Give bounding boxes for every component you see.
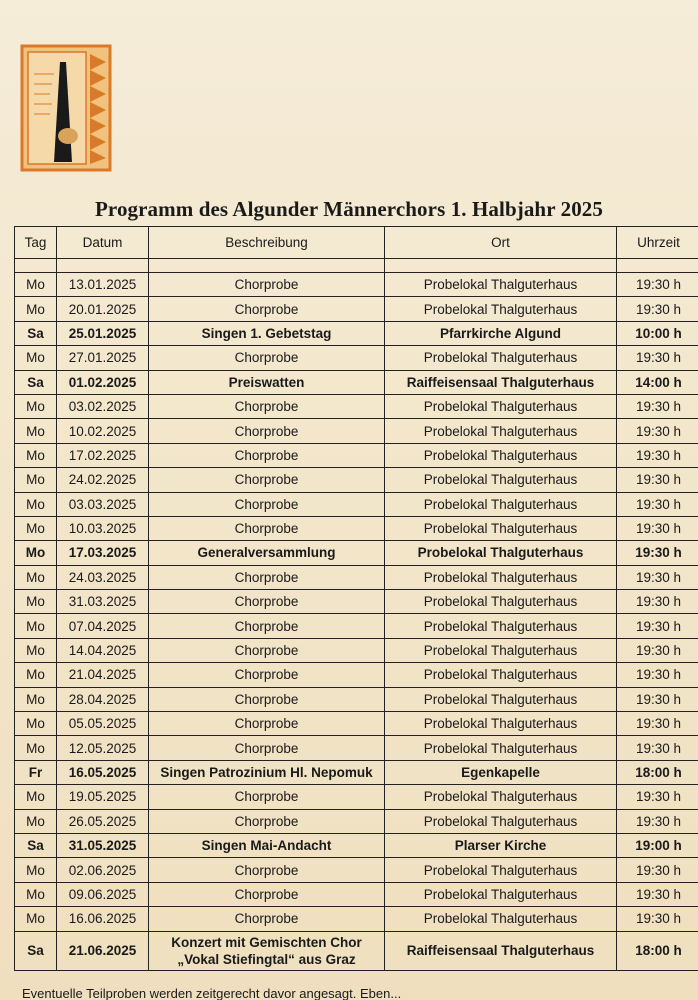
cell-tag: Sa [15, 321, 57, 345]
cell-datum: 10.03.2025 [57, 516, 149, 540]
footer-note: Eventuelle Teilproben werden zeitgerecht davor angesagt. Eben... [22, 986, 402, 1000]
cell-ort: Probelokal Thalguterhaus [385, 541, 617, 565]
cell-uhrzeit: 19:30 h [617, 858, 698, 882]
cell-uhrzeit: 19:30 h [617, 394, 698, 418]
cell-tag: Mo [15, 419, 57, 443]
cell-datum: 26.05.2025 [57, 809, 149, 833]
cell-beschreibung: Chorprobe [149, 297, 385, 321]
cell-uhrzeit: 18:00 h [617, 760, 698, 784]
cell-tag: Mo [15, 492, 57, 516]
cell-beschreibung: Chorprobe [149, 687, 385, 711]
cell-tag: Mo [15, 541, 57, 565]
cell-uhrzeit: 19:30 h [617, 614, 698, 638]
cell-uhrzeit: 19:30 h [617, 736, 698, 760]
table-row [15, 833, 698, 857]
cell-datum: 28.04.2025 [57, 687, 149, 711]
cell-beschreibung: Preiswatten [149, 370, 385, 394]
cell-tag: Mo [15, 882, 57, 906]
table-row [15, 638, 698, 662]
table-row [15, 809, 698, 833]
table-row [15, 273, 698, 297]
cell-datum: 16.05.2025 [57, 760, 149, 784]
table-row [15, 468, 698, 492]
cell-tag: Mo [15, 443, 57, 467]
table-row [15, 419, 698, 443]
cell-beschreibung [149, 931, 385, 970]
cell-datum: 12.05.2025 [57, 736, 149, 760]
cell-beschreibung: Chorprobe [149, 882, 385, 906]
cell-uhrzeit: 19:30 h [617, 541, 698, 565]
cell-beschreibung: Chorprobe [149, 346, 385, 370]
cell-ort: Probelokal Thalguterhaus [385, 785, 617, 809]
cell-ort: Probelokal Thalguterhaus [385, 614, 617, 638]
cell-beschreibung-line1: Konzert mit Gemischten Chor [171, 934, 362, 950]
cell-datum: 10.02.2025 [57, 419, 149, 443]
cell-beschreibung: Chorprobe [149, 614, 385, 638]
cell-datum: 07.04.2025 [57, 614, 149, 638]
table-row [15, 370, 698, 394]
cell-ort: Pfarrkirche Algund [385, 321, 617, 345]
cell-beschreibung: Singen Patrozinium Hl. Nepomuk [149, 760, 385, 784]
table-row [15, 565, 698, 589]
table-header-row [15, 227, 698, 259]
cell-ort: Probelokal Thalguterhaus [385, 712, 617, 736]
cell-uhrzeit: 19:30 h [617, 297, 698, 321]
cell-tag: Sa [15, 931, 57, 970]
cell-tag: Mo [15, 614, 57, 638]
cell-datum: 20.01.2025 [57, 297, 149, 321]
cell-uhrzeit: 19:00 h [617, 833, 698, 857]
cell-datum: 31.03.2025 [57, 590, 149, 614]
cell-uhrzeit: 19:30 h [617, 443, 698, 467]
cell-datum: 31.05.2025 [57, 833, 149, 857]
cell-uhrzeit: 19:30 h [617, 712, 698, 736]
cell-beschreibung: Chorprobe [149, 638, 385, 662]
cell-tag: Mo [15, 516, 57, 540]
cell-beschreibung: Chorprobe [149, 907, 385, 931]
table-row [15, 321, 698, 345]
cell-tag: Mo [15, 687, 57, 711]
cell-datum: 16.06.2025 [57, 907, 149, 931]
cell-ort: Egenkapelle [385, 760, 617, 784]
cell-tag: Mo [15, 736, 57, 760]
cell-beschreibung: Chorprobe [149, 590, 385, 614]
cell-tag: Mo [15, 346, 57, 370]
table-row [15, 736, 698, 760]
cell-ort: Probelokal Thalguterhaus [385, 858, 617, 882]
cell-beschreibung: Chorprobe [149, 394, 385, 418]
cell-ort: Plarser Kirche [385, 833, 617, 857]
cell-datum: 24.03.2025 [57, 565, 149, 589]
cell-beschreibung: Chorprobe [149, 809, 385, 833]
cell-datum: 05.05.2025 [57, 712, 149, 736]
cell-datum: 14.04.2025 [57, 638, 149, 662]
cell-uhrzeit: 19:30 h [617, 785, 698, 809]
cell-beschreibung: Chorprobe [149, 736, 385, 760]
table-row [15, 443, 698, 467]
table-row [15, 394, 698, 418]
cell-tag: Mo [15, 297, 57, 321]
cell-ort: Probelokal Thalguterhaus [385, 590, 617, 614]
cell-tag: Mo [15, 809, 57, 833]
cell-tag: Mo [15, 590, 57, 614]
cell-tag: Mo [15, 858, 57, 882]
cell-beschreibung: Chorprobe [149, 516, 385, 540]
cell-datum: 25.01.2025 [57, 321, 149, 345]
cell-uhrzeit: 14:00 h [617, 370, 698, 394]
cell-datum: 21.06.2025 [57, 931, 149, 970]
cell-beschreibung: Chorprobe [149, 492, 385, 516]
cell-datum: 03.02.2025 [57, 394, 149, 418]
cell-tag: Mo [15, 907, 57, 931]
cell-beschreibung: Chorprobe [149, 443, 385, 467]
cell-beschreibung: Chorprobe [149, 663, 385, 687]
header-uhrzeit: Uhrzeit [617, 227, 698, 259]
table-row [15, 931, 698, 970]
cell-uhrzeit: 19:30 h [617, 419, 698, 443]
table-row [15, 712, 698, 736]
cell-uhrzeit: 19:30 h [617, 638, 698, 662]
cell-tag: Mo [15, 273, 57, 297]
table-row [15, 614, 698, 638]
cell-datum: 24.02.2025 [57, 468, 149, 492]
cell-datum: 03.03.2025 [57, 492, 149, 516]
header-ort: Ort [385, 227, 617, 259]
table-row [15, 492, 698, 516]
cell-ort: Probelokal Thalguterhaus [385, 346, 617, 370]
cell-ort: Probelokal Thalguterhaus [385, 516, 617, 540]
cell-datum: 17.02.2025 [57, 443, 149, 467]
cell-tag: Sa [15, 370, 57, 394]
table-row [15, 590, 698, 614]
cell-uhrzeit: 19:30 h [617, 590, 698, 614]
cell-uhrzeit: 18:00 h [617, 931, 698, 970]
table-row [15, 346, 698, 370]
cell-beschreibung: Chorprobe [149, 565, 385, 589]
cell-ort: Probelokal Thalguterhaus [385, 492, 617, 516]
cell-ort: Probelokal Thalguterhaus [385, 809, 617, 833]
table-row [15, 760, 698, 784]
cell-beschreibung: Chorprobe [149, 419, 385, 443]
cell-uhrzeit: 19:30 h [617, 346, 698, 370]
page-title: Programm des Algunder Männerchors 1. Halbjahr 2025 [94, 197, 604, 221]
table-row [15, 687, 698, 711]
cell-tag: Mo [15, 565, 57, 589]
cell-beschreibung: Chorprobe [149, 785, 385, 809]
cell-beschreibung: Singen 1. Gebetstag [149, 321, 385, 345]
cell-uhrzeit: 19:30 h [617, 687, 698, 711]
choir-logo [20, 44, 112, 172]
cell-uhrzeit: 19:30 h [617, 468, 698, 492]
cell-ort: Raiffeisensaal Thalguterhaus [385, 370, 617, 394]
cell-beschreibung-line2: „Vokal Stiefingtal“ aus Graz [177, 951, 356, 967]
cell-ort: Probelokal Thalguterhaus [385, 273, 617, 297]
cell-beschreibung: Singen Mai-Andacht [149, 833, 385, 857]
table-row [15, 858, 698, 882]
cell-uhrzeit: 19:30 h [617, 663, 698, 687]
header-datum: Datum [57, 227, 149, 259]
cell-ort: Probelokal Thalguterhaus [385, 687, 617, 711]
table-row [15, 882, 698, 906]
cell-tag: Mo [15, 663, 57, 687]
schedule-table [14, 226, 698, 971]
cell-datum: 19.05.2025 [57, 785, 149, 809]
cell-uhrzeit: 19:30 h [617, 492, 698, 516]
cell-datum: 17.03.2025 [57, 541, 149, 565]
cell-beschreibung: Chorprobe [149, 712, 385, 736]
cell-uhrzeit: 19:30 h [617, 882, 698, 906]
cell-ort: Probelokal Thalguterhaus [385, 638, 617, 662]
cell-ort: Probelokal Thalguterhaus [385, 907, 617, 931]
table-row [15, 516, 698, 540]
cell-ort: Probelokal Thalguterhaus [385, 297, 617, 321]
cell-beschreibung: Generalversammlung [149, 541, 385, 565]
cell-ort: Raiffeisensaal Thalguterhaus [385, 931, 617, 970]
cell-tag: Mo [15, 638, 57, 662]
cell-uhrzeit: 19:30 h [617, 516, 698, 540]
cell-datum: 01.02.2025 [57, 370, 149, 394]
cell-tag: Sa [15, 833, 57, 857]
cell-ort: Probelokal Thalguterhaus [385, 736, 617, 760]
table-row [15, 663, 698, 687]
cell-beschreibung: Chorprobe [149, 468, 385, 492]
cell-uhrzeit: 19:30 h [617, 565, 698, 589]
cell-ort: Probelokal Thalguterhaus [385, 443, 617, 467]
cell-beschreibung: Chorprobe [149, 858, 385, 882]
cell-tag: Mo [15, 394, 57, 418]
table-row [15, 785, 698, 809]
table-row [15, 907, 698, 931]
cell-ort: Probelokal Thalguterhaus [385, 468, 617, 492]
cell-ort: Probelokal Thalguterhaus [385, 565, 617, 589]
cell-ort: Probelokal Thalguterhaus [385, 394, 617, 418]
cell-ort: Probelokal Thalguterhaus [385, 663, 617, 687]
cell-uhrzeit: 19:30 h [617, 273, 698, 297]
cell-uhrzeit: 10:00 h [617, 321, 698, 345]
cell-tag: Mo [15, 468, 57, 492]
cell-datum: 13.01.2025 [57, 273, 149, 297]
cell-tag: Mo [15, 712, 57, 736]
header-beschreibung: Beschreibung [149, 227, 385, 259]
cell-datum: 21.04.2025 [57, 663, 149, 687]
table-row [15, 541, 698, 565]
cell-ort: Probelokal Thalguterhaus [385, 882, 617, 906]
cell-tag: Mo [15, 785, 57, 809]
cell-uhrzeit: 19:30 h [617, 907, 698, 931]
cell-datum: 27.01.2025 [57, 346, 149, 370]
cell-uhrzeit: 19:30 h [617, 809, 698, 833]
cell-ort: Probelokal Thalguterhaus [385, 419, 617, 443]
cell-beschreibung: Chorprobe [149, 273, 385, 297]
header-tag: Tag [15, 227, 57, 259]
cell-tag: Fr [15, 760, 57, 784]
spacer-row [15, 259, 698, 273]
cell-datum: 09.06.2025 [57, 882, 149, 906]
cell-datum: 02.06.2025 [57, 858, 149, 882]
table-row [15, 297, 698, 321]
